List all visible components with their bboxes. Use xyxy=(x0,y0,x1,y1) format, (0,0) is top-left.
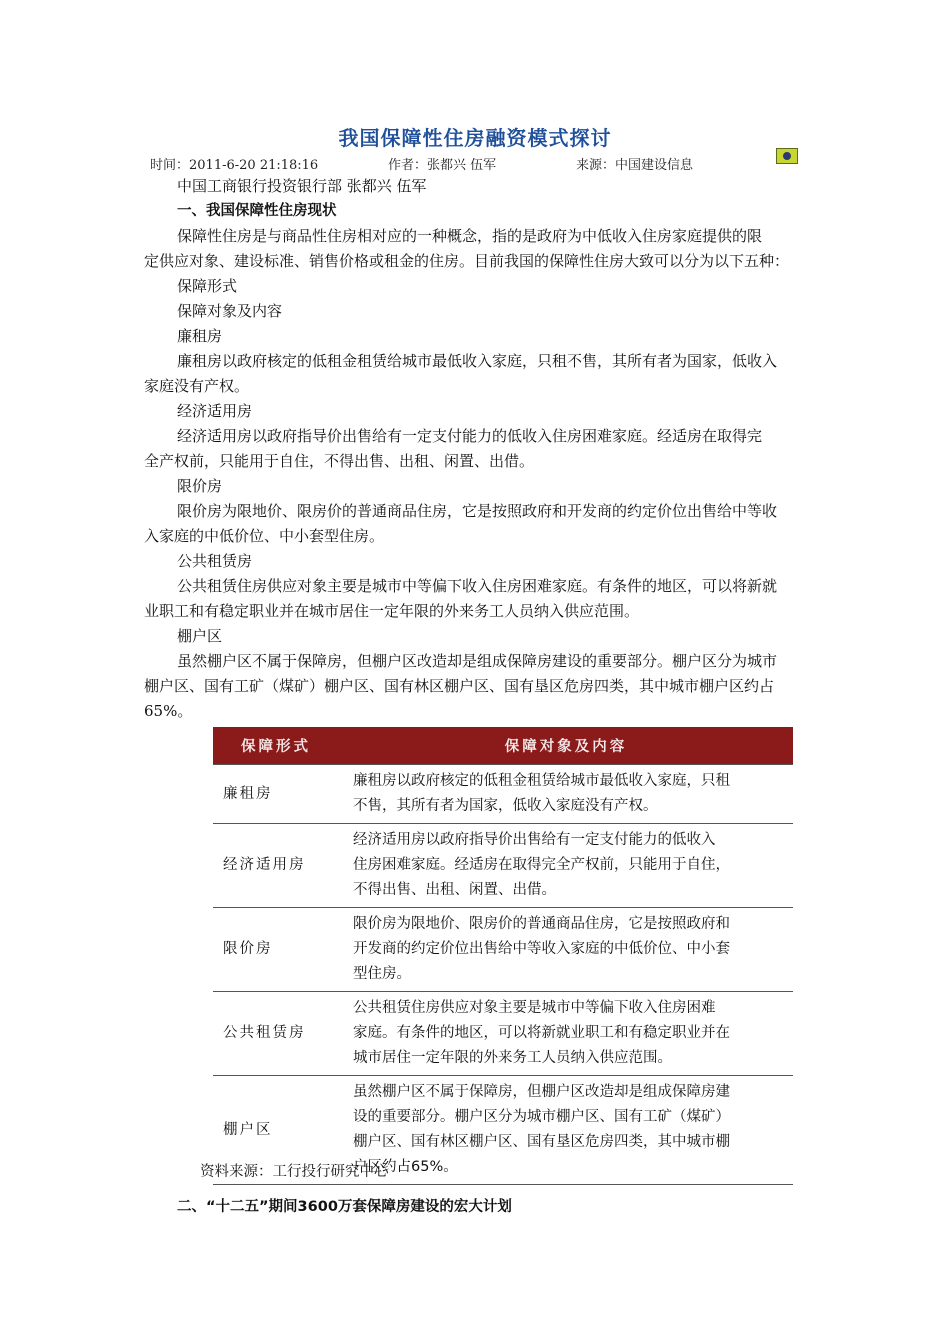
byline: 中国工商银行投资银行部 张都兴 伍军 xyxy=(177,177,427,195)
paragraph-line: 业职工和有稳定职业并在城市居住一定年限的外来务工人员纳入供应范围。 xyxy=(144,602,640,620)
list-label: 保障形式 xyxy=(177,277,238,295)
print-icon[interactable] xyxy=(776,148,798,164)
paragraph-line: 公共租赁住房供应对象主要是城市中等偏下收入住房困难家庭。有条件的地区，可以将新就 xyxy=(177,577,778,595)
cell-line: 户区约占65%。 xyxy=(353,1159,458,1175)
housing-type-name: 限价房 xyxy=(177,477,223,495)
housing-type-name: 廉租房 xyxy=(177,327,223,345)
paragraph-line: 经济适用房以政府指导价出售给有一定支付能力的低收入住房困难家庭。经适房在取得完 xyxy=(177,427,763,445)
cell-line: 城市居住一定年限的外来务工人员纳入供应范围。 xyxy=(353,1050,672,1066)
cell-line: 廉租房以政府核定的低租金租赁给城市最低收入家庭，只租 xyxy=(353,773,730,789)
table-header-content: 保障对象及内容 xyxy=(339,727,793,765)
table-cell-content xyxy=(339,1076,793,1185)
paragraph-line: 棚户区、国有工矿（煤矿）棚户区、国有林区棚户区、国有垦区危房四类，其中城市棚户区约占 xyxy=(144,677,775,695)
cell-line: 住房困难家庭。经适房在取得完全产权前，只能用于自住， xyxy=(353,857,730,873)
cell-line: 设的重要部分。棚户区分为城市棚户区、国有工矿（煤矿） xyxy=(353,1109,730,1125)
cell-line: 虽然棚户区不属于保障房，但棚户区改造却是组成保障房建 xyxy=(353,1084,730,1100)
paragraph-line: 虽然棚户区不属于保障房，但棚户区改造却是组成保障房建设的重要部分。棚户区分为城市 xyxy=(177,652,778,670)
section-heading-2: 二、“十二五”期间3600万套保障房建设的宏大计划 xyxy=(177,1199,512,1215)
paragraph-line: 65%。 xyxy=(144,702,193,720)
cell-line: 限价房为限地价、限房价的普通商品住房，它是按照政府和 xyxy=(353,916,730,932)
table-row xyxy=(213,824,793,908)
table-cell-content xyxy=(339,824,793,908)
cell-line: 棚户区、国有林区棚户区、国有垦区危房四类，其中城市棚 xyxy=(353,1134,730,1150)
paragraph-line: 限价房为限地价、限房价的普通商品住房，它是按照政府和开发商的约定价位出售给中等收 xyxy=(177,502,778,520)
housing-table xyxy=(213,727,793,1185)
paragraph-line: 定供应对象、建设标准、销售价格或租金的住房。目前我国的保障性住房大致可以分为以下五种： xyxy=(144,252,790,270)
cell-line: 家庭。有条件的地区，可以将新就业职工和有稳定职业并在 xyxy=(353,1025,730,1041)
cell-line: 不得出售、出租、闲置、出借。 xyxy=(353,882,556,898)
table-cell-content xyxy=(339,908,793,992)
table-row xyxy=(213,765,793,824)
article-title: 我国保障性住房融资模式探讨 xyxy=(338,126,612,150)
paragraph-line: 全产权前，只能用于自住，不得出售、出租、闲置、出借。 xyxy=(144,452,535,470)
cell-line: 不售，其所有者为国家，低收入家庭没有产权。 xyxy=(353,798,658,814)
cell-line: 开发商的约定价位出售给中等收入家庭的中低价位、中小套 xyxy=(353,941,730,957)
table-cell-type: 经济适用房 xyxy=(213,824,339,908)
table-row xyxy=(213,992,793,1076)
table-header-form: 保障形式 xyxy=(213,727,339,765)
housing-type-name: 公共租赁房 xyxy=(177,552,253,570)
table-cell-content xyxy=(339,765,793,824)
table-cell-type: 公共租赁房 xyxy=(213,992,339,1076)
section-heading-1: 一、我国保障性住房现状 xyxy=(177,203,337,219)
table-cell-content xyxy=(339,992,793,1076)
table-source-note: 资料来源：工行投行研究中心 xyxy=(200,1164,389,1180)
cell-line: 公共租赁住房供应对象主要是城市中等偏下收入住房困难 xyxy=(353,1000,716,1016)
table-row xyxy=(213,908,793,992)
list-label: 保障对象及内容 xyxy=(177,302,283,320)
paragraph-line: 入家庭的中低价位、中小套型住房。 xyxy=(144,527,385,545)
housing-type-name: 棚户区 xyxy=(177,627,223,645)
paragraph-line: 廉租房以政府核定的低租金租赁给城市最低收入家庭，只租不售，其所有者为国家，低收入 xyxy=(177,352,778,370)
paragraph-line: 保障性住房是与商品性住房相对应的一种概念，指的是政府为中低收入住房家庭提供的限 xyxy=(177,227,763,245)
table-cell-type: 廉租房 xyxy=(213,765,339,824)
source-info: 来源：中国建设信息 xyxy=(576,158,694,173)
paragraph-line: 家庭没有产权。 xyxy=(144,377,250,395)
publish-time: 时间：2011-6-20 21:18:16 xyxy=(150,158,319,173)
table-cell-type: 限价房 xyxy=(213,908,339,992)
cell-line: 经济适用房以政府指导价出售给有一定支付能力的低收入 xyxy=(353,832,716,848)
cell-line: 型住房。 xyxy=(353,966,411,982)
table-cell-type: 棚户区 xyxy=(213,1076,339,1185)
housing-type-name: 经济适用房 xyxy=(177,402,253,420)
author-info: 作者：张都兴 伍军 xyxy=(388,158,497,173)
